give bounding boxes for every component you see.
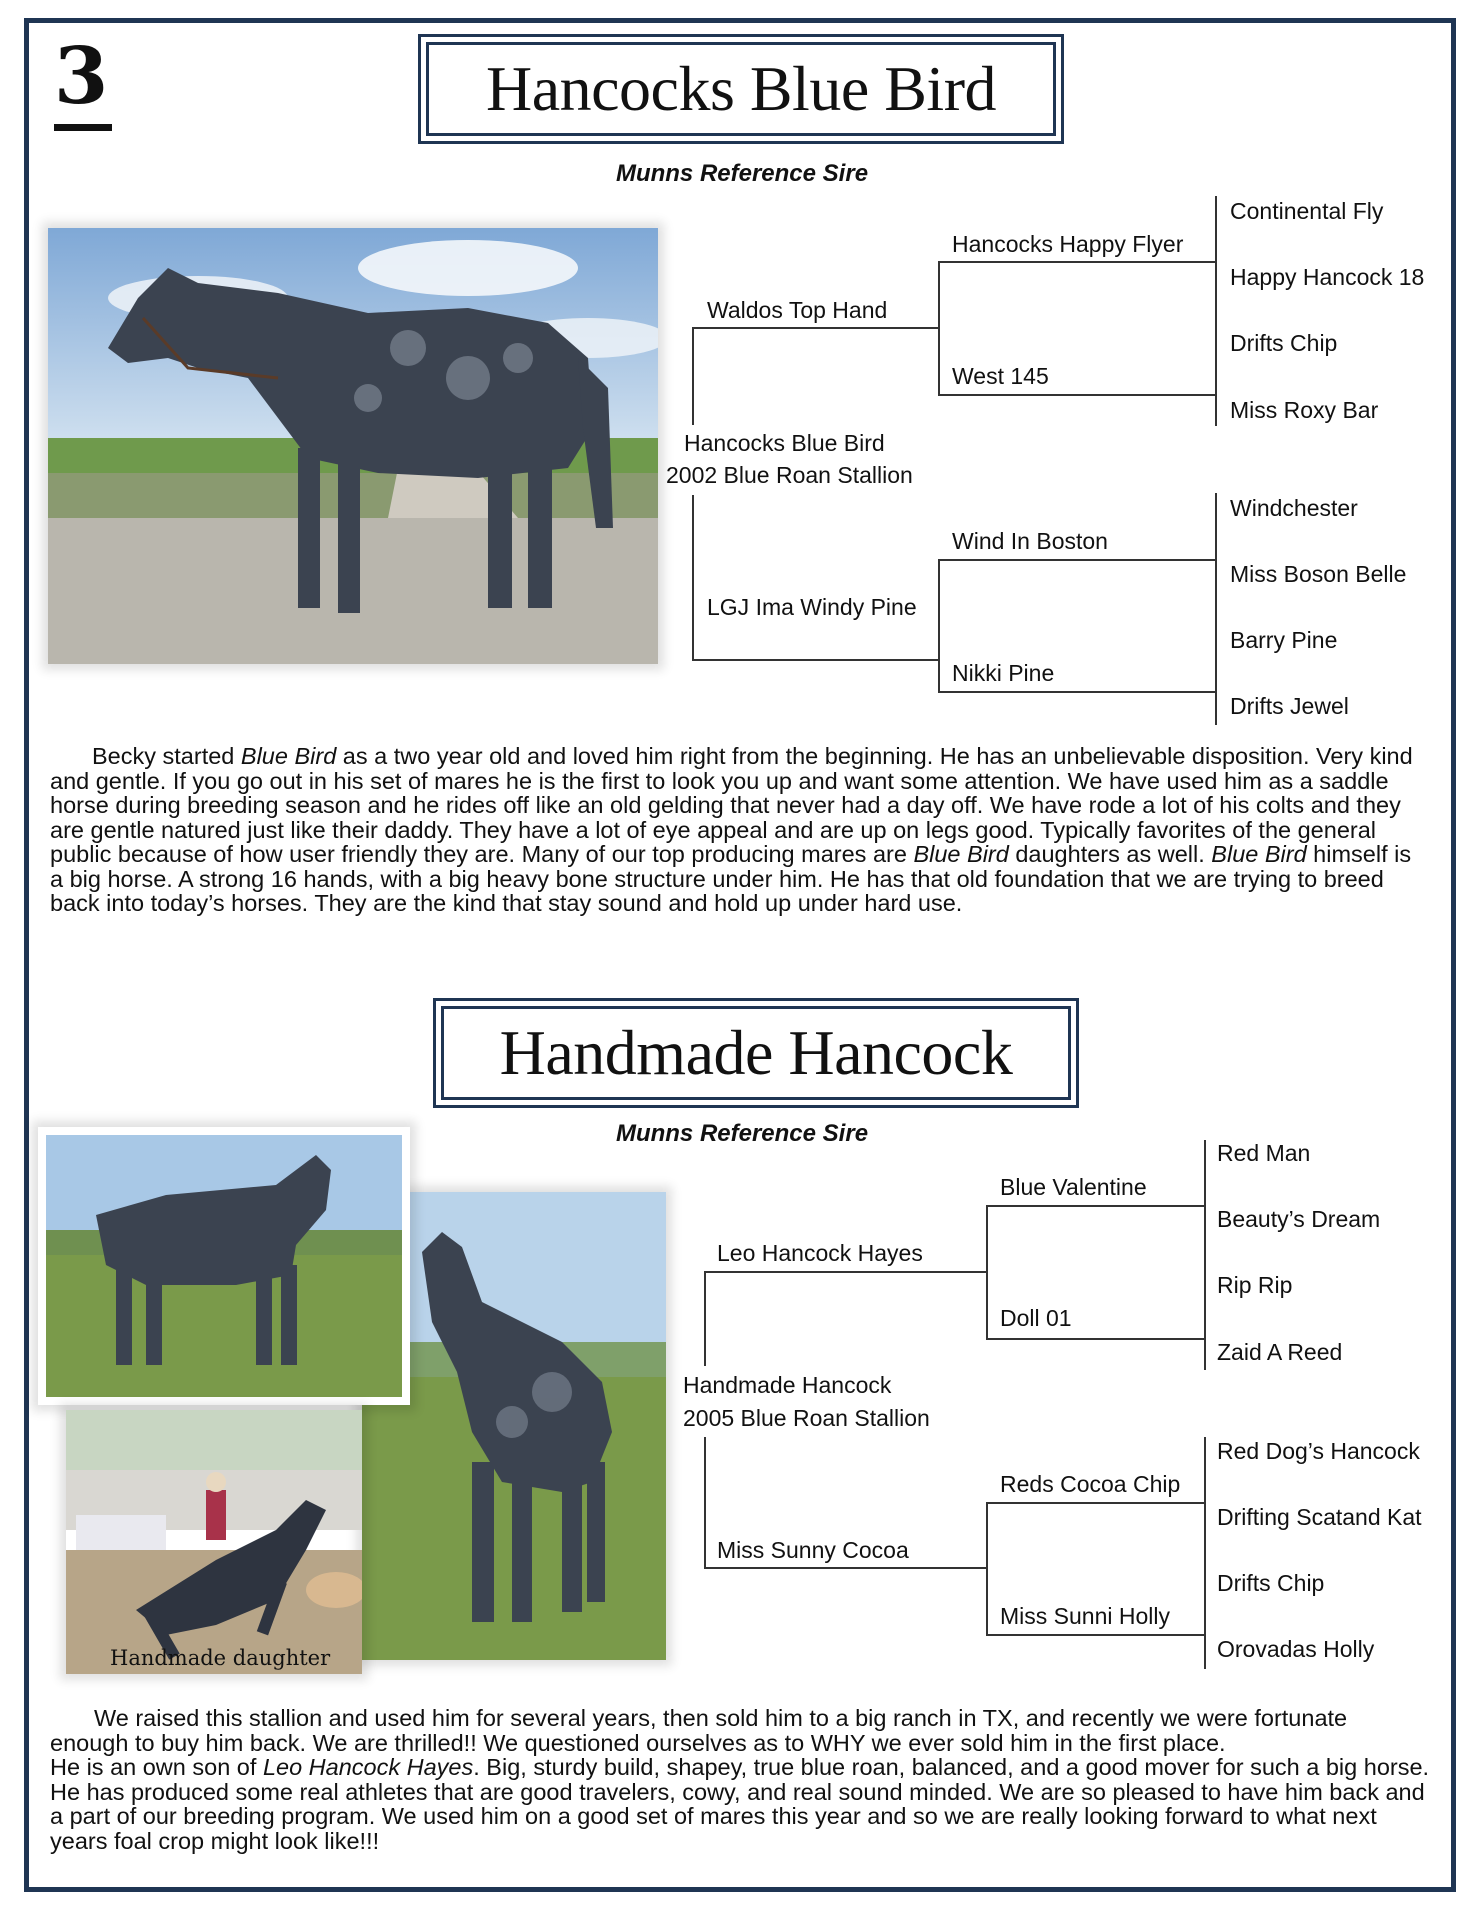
sire1-title-box	[418, 34, 1064, 144]
desc-text: He is an own son of	[50, 1754, 263, 1780]
sire2-sire-dam: Doll 01	[1000, 1305, 1072, 1331]
sire2-g3-5: Red Dog’s Hancock	[1217, 1438, 1420, 1464]
sire1-g3-6: Miss Boson Belle	[1230, 561, 1407, 587]
sire2-line	[1204, 1437, 1206, 1669]
sire1-line	[938, 261, 1215, 263]
page-number: 3	[54, 31, 109, 122]
desc-text: . Big, sturdy build, shapey, true blue roan, balanced, and a good mover for such a big horse. He has produced some real athletes that are good travelers, cowy, and real sound minded. We are so pleased to have him back and a part of our breeding program. We used him on a good set of mares this year and so we are really looking forward to what next years foal crop might look like!!!	[50, 1754, 1430, 1854]
sire1-sire: Waldos Top Hand	[707, 297, 888, 323]
desc-text: daughters as well.	[1008, 841, 1212, 867]
desc-italic: Blue Bird	[1211, 841, 1307, 867]
sire2-g3-4: Zaid A Reed	[1217, 1339, 1343, 1365]
sire1-g3-8: Drifts Jewel	[1230, 693, 1349, 719]
sire2-g3-8: Orovadas Holly	[1217, 1636, 1375, 1662]
desc-text: Becky started	[92, 743, 241, 769]
sire1-line	[938, 261, 940, 395]
sire1-dam: LGJ Ima Windy Pine	[707, 594, 917, 620]
sire1-g3-5: Windchester	[1230, 495, 1358, 521]
desc-italic: Blue Bird	[240, 743, 337, 769]
sire2-line	[704, 1437, 706, 1568]
sire2-line	[986, 1634, 1204, 1636]
sire1-sire-dam: West 145	[952, 363, 1049, 389]
sire2-subject-name: Handmade Hancock	[683, 1372, 892, 1398]
sire2-g3-7: Drifts Chip	[1217, 1570, 1325, 1596]
sire2-line	[704, 1271, 706, 1366]
sire1-line	[692, 327, 939, 329]
sire1-line	[692, 327, 694, 425]
sire1-title: Hancocks Blue Bird	[486, 53, 996, 124]
sire2-photo-standing	[38, 1127, 410, 1405]
sire1-line	[938, 559, 940, 692]
sire2-g3-1: Red Man	[1217, 1140, 1311, 1166]
sire2-title-box	[433, 998, 1079, 1108]
sire2-description	[50, 1706, 1430, 1853]
sire2-subject-desc: 2005 Blue Roan Stallion	[683, 1405, 930, 1431]
sire2-subtitle: Munns Reference Sire	[615, 1120, 869, 1147]
sire1-line	[692, 659, 939, 661]
sire2-line	[986, 1205, 1204, 1207]
sire1-description	[50, 744, 1430, 916]
sire1-subtitle: Munns Reference Sire	[615, 160, 869, 187]
sire1-g3-7: Barry Pine	[1230, 627, 1338, 653]
sire2-title: Handmade Hancock	[499, 1017, 1013, 1088]
page-number-underline	[54, 124, 112, 131]
desc-text: as a two year old and loved him right from the beginning. He has an unbelievable disposition. Very kind and gentle. If you go out in his set of mares he is the first to look you up and want some attention. We have used him as a saddle horse during breeding season and he rides off like an old gelding that never had a day off. We have rode a lot of his colts and they are gentle natured just like their daddy. They have a lot of eye appeal and are up on legs good. Typically favorites of the general public because of how user friendly they are. Many of our top producing mares are	[50, 743, 1413, 867]
sire1-g3-4: Miss Roxy Bar	[1230, 397, 1379, 423]
desc-text: himself is a big horse. A strong 16 hands, with a big heavy bone structure under him. He has that old foundation that we are trying to breed back into today’s horses. They are the kind that stay sound and hold up under hard use.	[50, 841, 1412, 916]
sire1-photo	[48, 228, 658, 664]
sire1-dam-dam: Nikki Pine	[952, 660, 1055, 686]
sire2-g3-6: Drifting Scatand Kat	[1217, 1504, 1422, 1530]
sire2-line	[986, 1502, 1204, 1504]
sire2-line	[986, 1338, 1204, 1340]
sire1-g3-3: Drifts Chip	[1230, 330, 1338, 356]
desc-italic: Leo Hancock Hayes	[262, 1754, 474, 1780]
sire1-g3-2: Happy Hancock 18	[1230, 264, 1425, 290]
sire2-line	[704, 1271, 987, 1273]
sire1-line	[938, 559, 1215, 561]
sire2-g3-2: Beauty’s Dream	[1217, 1206, 1381, 1232]
sire2-photo-caption: Handmade daughter	[110, 1646, 331, 1670]
sire2-dam-dam: Miss Sunni Holly	[1000, 1603, 1170, 1629]
sire2-sire-sire: Blue Valentine	[1000, 1174, 1147, 1200]
sire1-subject-name: Hancocks Blue Bird	[684, 430, 885, 456]
sire1-g3-1: Continental Fly	[1230, 198, 1384, 224]
desc-italic: Blue Bird	[913, 841, 1009, 867]
sire2-line	[986, 1502, 988, 1635]
sire2-g3-3: Rip Rip	[1217, 1272, 1293, 1298]
sire1-line	[938, 394, 1215, 396]
sire1-line	[1215, 493, 1217, 725]
sire1-dam-sire: Wind In Boston	[952, 528, 1108, 554]
sire2-dam: Miss Sunny Cocoa	[717, 1537, 909, 1563]
sire1-line	[1215, 196, 1217, 426]
sire2-line	[1204, 1140, 1206, 1370]
sire2-line	[704, 1567, 987, 1569]
sire1-subject-desc: 2002 Blue Roan Stallion	[666, 462, 913, 488]
desc-text: We raised this stallion and used him for several years, then sold him to a big ranch in TX, and recently we were fortunate enough to buy him back. We are thrilled!! We questioned ourselves as to WHY we ever sold him in the first place.	[50, 1705, 1348, 1756]
sire2-photo-rodeo	[66, 1410, 362, 1674]
sire1-sire-sire: Hancocks Happy Flyer	[952, 231, 1184, 257]
sire2-sire: Leo Hancock Hayes	[717, 1240, 923, 1266]
sire2-line	[986, 1205, 988, 1339]
sire1-line	[692, 495, 694, 660]
sire1-line	[938, 691, 1215, 693]
sire2-dam-sire: Reds Cocoa Chip	[1000, 1471, 1181, 1497]
